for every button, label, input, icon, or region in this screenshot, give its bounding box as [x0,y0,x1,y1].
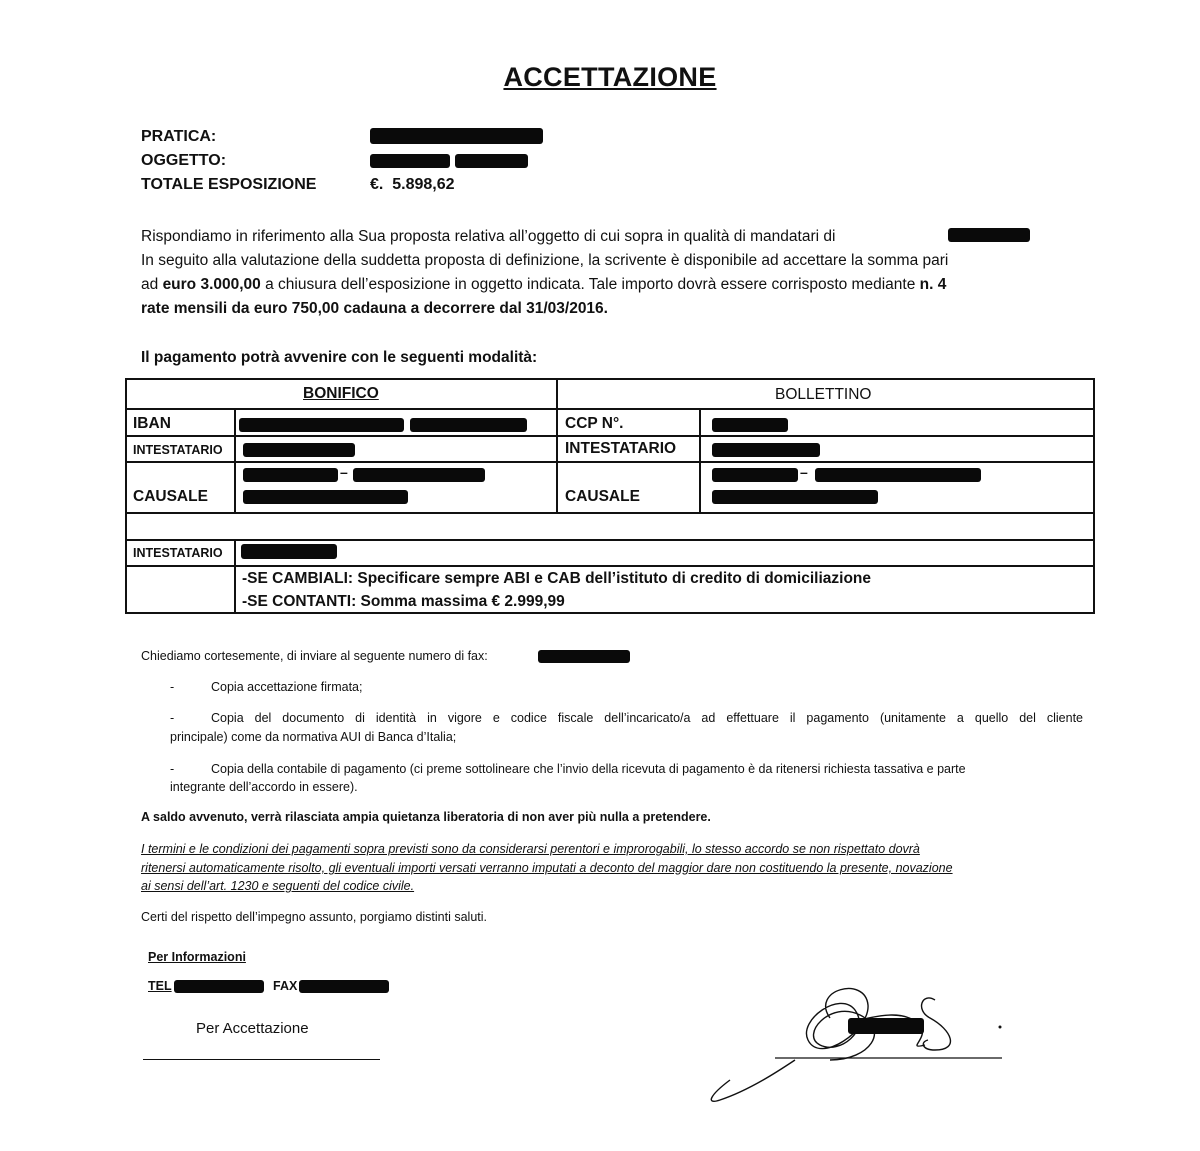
terms-line-2: ritenersi automaticamente risolto, gli eventuali importi versati verranno imputati a deconto del maggior dare non costituendo la presente, novazione [141,861,953,875]
causale-right-redaction-2 [815,468,981,482]
payment-intro: Il pagamento potrà avvenire con le seguenti modalità: [141,349,538,366]
tel-redaction [174,980,264,993]
terms-line-1: I termini e le condizioni dei pagamenti sopra previsti sono da considerarsi perentori e improrogabili, lo stesso accordo se non rispettato dovrà [141,842,920,856]
intestatario-right-redaction [712,443,820,457]
list-item-2-line-2: principale) come da normativa AUI di Banca d’Italia; [170,730,457,744]
iban-redaction-2 [410,418,527,432]
document-title: ACCETTAZIONE [503,62,717,92]
rate-count-bold: n. 4 [919,276,947,293]
oggetto-redaction-2 [455,154,528,168]
note-cambiali: -SE CAMBIALI: Specificare sempre ABI e CAB dell’istituto di credito di domiciliazione [242,570,871,587]
intro-line-4: rate mensili da euro 750,00 cadauna a decorrere dal 31/03/2016. [141,300,608,317]
accettazione-label: Per Accettazione [196,1020,309,1037]
intestatario-label-left: INTESTATARIO [133,443,223,457]
pratica-label: PRATICA: [141,128,217,145]
list-bullet-3: - [170,762,175,776]
causale-left-redaction-1 [243,468,338,482]
list-item-3-line-2: integrante dell’accordo in essere). [170,780,358,794]
fax-number-redaction [538,650,630,663]
ccp-label: CCP N°. [565,415,624,432]
signature-graphic [690,970,1020,1120]
intestatario-label-right: INTESTATARIO [565,440,677,457]
totale-value: €. 5.898,62 [370,176,455,193]
amount-bold: euro 3.000,00 [162,276,261,293]
saldo-statement: A saldo avvenuto, verrà rilasciata ampia quietanza liberatoria di non aver più nulla a pretendere. [141,810,711,824]
causale-right-redaction-3 [712,490,878,504]
list-bullet-2: - [170,711,175,725]
terms-line-3: ai sensi dell’art. 1230 e seguenti del codice civile. [141,879,415,893]
fax-label: FAX [273,979,298,993]
pratica-redaction [370,128,543,144]
bollettino-header: BOLLETTINO [775,386,872,403]
intro-line-1: Rispondiamo in riferimento alla Sua proposta relativa all’oggetto di cui sopra in qualità di mandatari di [141,228,836,245]
payment-table: BONIFICO BOLLETTINO IBAN CCP N°. INTESTATARIO INTESTATARIO CAUSALE – CAUSALE – INTESTATARIO -SE CAMBIALI: Specificare sempre ABI e CAB dell’istituto di credito di domiciliazione -SE CONTANTI: Somma massima € 2.999,99 [125,378,1095,614]
causale-right-redaction-1 [712,468,798,482]
causale-label-left: CAUSALE [133,488,208,505]
list-item-1: Copia accettazione firmata; [211,680,363,694]
causale-left-redaction-2 [353,468,485,482]
accettazione-signature-line [143,1059,380,1060]
fax-request: Chiediamo cortesemente, di inviare al seguente numero di fax: [141,649,488,663]
list-bullet-1: - [170,680,175,694]
tel-label: TEL [148,979,172,993]
bonifico-header: BONIFICO [303,385,379,402]
intestatario-label-bottom: INTESTATARIO [133,546,223,560]
mandatario-redaction [948,228,1030,242]
iban-label: IBAN [133,415,171,432]
causale-label-right: CAUSALE [565,488,640,505]
totale-label: TOTALE ESPOSIZIONE [141,176,317,193]
oggetto-redaction-1 [370,154,450,168]
closing-statement: Certi del rispetto dell’impegno assunto, porgiamo distinti saluti. [141,910,488,924]
fax-redaction [299,980,389,993]
intestatario-bottom-redaction [241,544,337,559]
ccp-redaction [712,418,788,432]
list-item-3-line-1: Copia della contabile di pagamento (ci preme sottolineare che l’invio della ricevuta di pagamento è da ritenersi richiesta tassativa e parte [211,762,966,776]
oggetto-label: OGGETTO: [141,152,227,169]
signature-redaction [848,1018,924,1034]
causale-left-redaction-3 [243,490,408,504]
note-contanti: -SE CONTANTI: Somma massima € 2.999,99 [242,593,565,610]
info-label: Per Informazioni [148,950,246,964]
list-item-2-line-1: Copia del documento di identità in vigore e codice fiscale dell’incaricato/a ad effettuare il pagamento (unitamente a quello del cliente [211,711,1083,725]
iban-redaction-1 [239,418,404,432]
intestatario-left-redaction [243,443,355,457]
intro-line-3: ad euro 3.000,00 a chiusura dell’esposizione in oggetto indicata. Tale importo dovrà essere corrisposto mediante n. 4 [141,276,947,293]
intro-line-2: In seguito alla valutazione della suddetta proposta di definizione, la scrivente è disponibile ad accettare la somma pari [141,252,949,269]
